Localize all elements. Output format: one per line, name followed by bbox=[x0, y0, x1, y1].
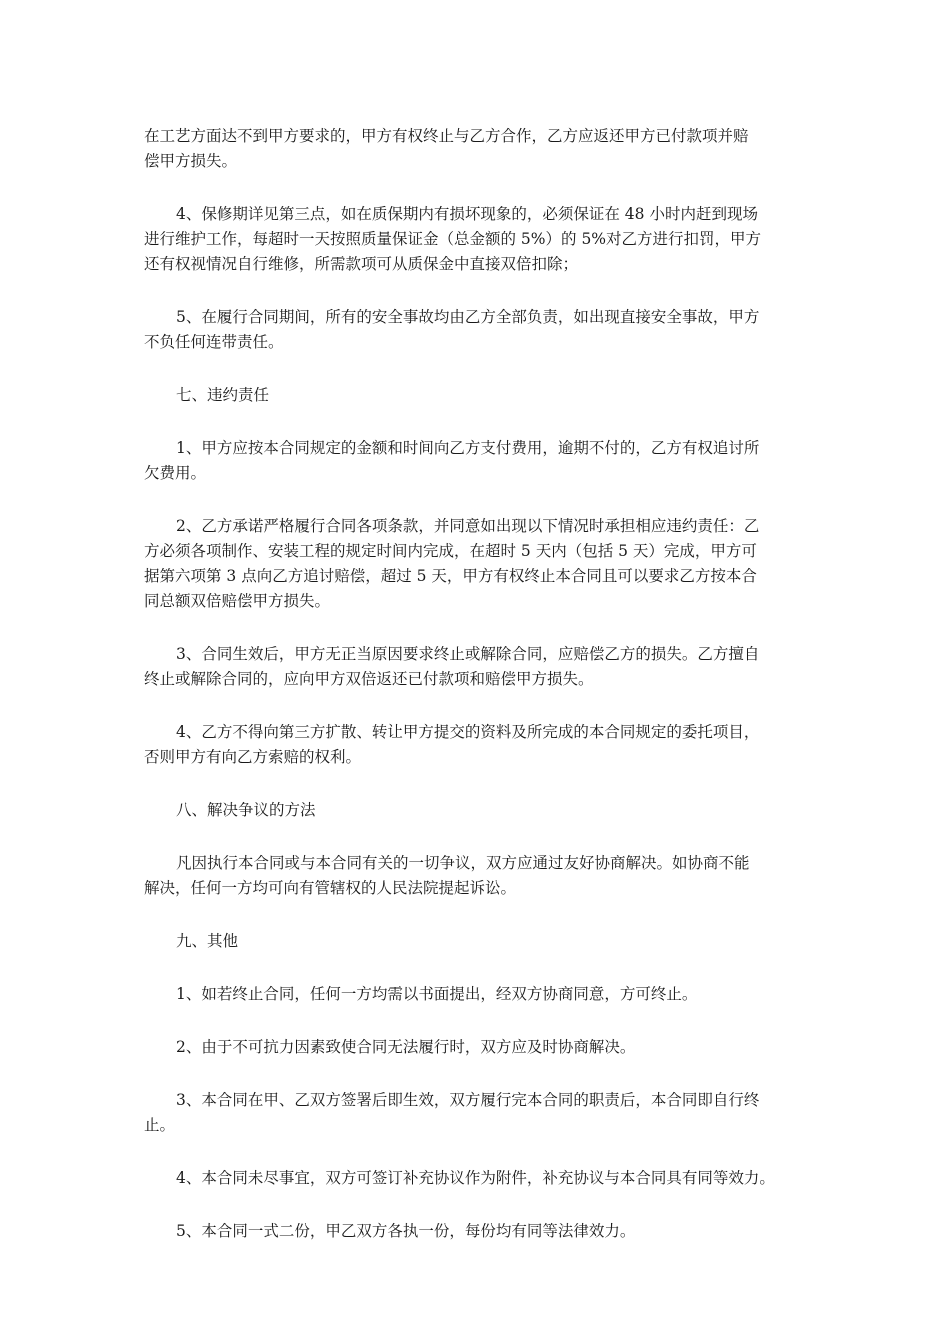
paragraph-disputes: 凡因执行本合同或与本合同有关的一切争议，双方应通过友好协商解决。如协商不能 解决，任何一方均可向有管辖权的人民法院提起诉讼。 bbox=[144, 854, 750, 897]
paragraph-other-4: 4、本合同未尽事宜，双方可签订补充协议作为附件，补充协议与本合同具有同等效力。 bbox=[176, 1169, 775, 1187]
paragraph-safety: 5、在履行合同期间，所有的安全事故均由乙方全部负责，如出现直接安全事故，甲方 不负任何连带责任。 bbox=[144, 308, 760, 351]
paragraph-breach-3: 3、合同生效后，甲方无正当原因要求终止或解除合同，应赔偿乙方的损失。乙方擅自 终止或解除合同的，应向甲方双倍返还已付款项和赔偿甲方损失。 bbox=[144, 645, 760, 688]
paragraph-breach-1: 1、甲方应按本合同规定的金额和时间向乙方支付费用，逾期不付的，乙方有权追讨所 欠费用。 bbox=[144, 439, 760, 482]
section-heading-disputes: 八、解决争议的方法 bbox=[176, 801, 316, 819]
section-heading-other: 九、其他 bbox=[176, 932, 239, 950]
paragraph-warranty: 4、保修期详见第三点，如在质保期内有损坏现象的，必须保证在 48 小时内赶到现场 进行维护工作，每超时一天按照质量保证金（总金额的 5%）的 5%对乙方进行扣罚，甲方 还有权视情况自行维修，所需款项可从质保金中直接双倍扣除； bbox=[144, 205, 762, 273]
paragraph-continuation: 在工艺方面达不到甲方要求的，甲方有权终止与乙方合作，乙方应返还甲方已付款项并赔 偿甲方损失。 bbox=[144, 127, 749, 170]
paragraph-other-2: 2、由于不可抗力因素致使合同无法履行时，双方应及时协商解决。 bbox=[176, 1038, 636, 1056]
section-heading-breach: 七、违约责任 bbox=[176, 386, 270, 404]
paragraph-other-5: 5、本合同一式二份，甲乙双方各执一份，每份均有同等法律效力。 bbox=[176, 1222, 636, 1240]
paragraph-breach-2: 2、乙方承诺严格履行合同各项条款，并同意如出现以下情况时承担相应违约责任：乙 方必须各项制作、安装工程的规定时间内完成，在超时 5 天内（包括 5 天）完成，甲方可 据第六项第 3 点向乙方追讨赔偿，超过 5 天，甲方有权终止本合同且可以要求乙方按本合 同总额双倍赔偿甲方损失。 bbox=[144, 517, 760, 610]
paragraph-breach-4: 4、乙方不得向第三方扩散、转让甲方提交的资料及所完成的本合同规定的委托项目， 否则甲方有向乙方索赔的权利。 bbox=[144, 723, 760, 766]
document-page bbox=[144, 124, 820, 1272]
paragraph-other-3: 3、本合同在甲、乙双方签署后即生效，双方履行完本合同的职责后，本合同即自行终 止。 bbox=[144, 1091, 760, 1134]
paragraph-other-1: 1、如若终止合同，任何一方均需以书面提出，经双方协商同意，方可终止。 bbox=[176, 985, 698, 1003]
